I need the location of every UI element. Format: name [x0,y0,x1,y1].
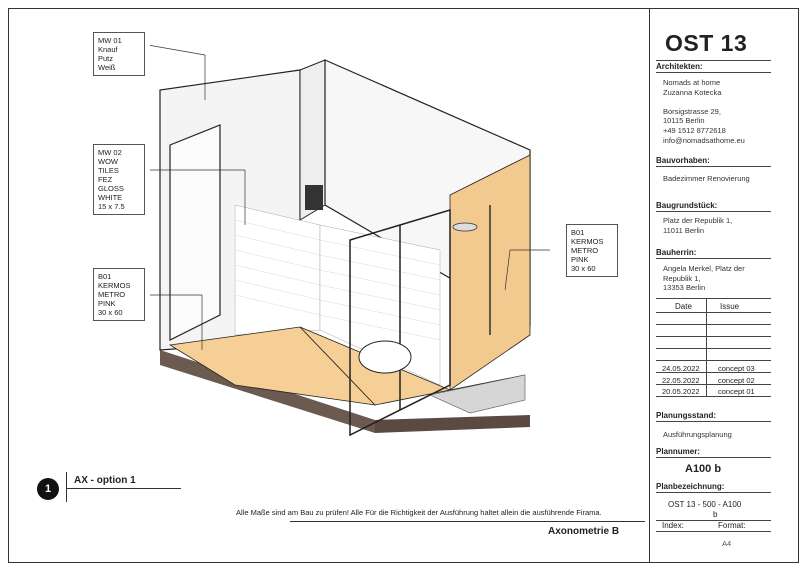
view-title-underline [66,488,181,489]
label-text: 30 x 60 [98,308,123,317]
label-text: KERMOS [98,281,131,290]
label-text: 30 x 60 [571,264,596,273]
grundstueck-block [663,216,732,235]
rev-date: 20.05.2022 [662,387,700,396]
window [305,185,323,210]
titleblock-divider [649,8,650,563]
label-b01-right [566,224,618,277]
label-mw01 [93,32,145,76]
door [170,125,220,340]
label-text: MW 02 [98,148,122,157]
architect-line: +49 1512 8772618 [663,125,726,135]
label-text: B01 [571,228,585,237]
label-text: PINK [571,255,589,264]
label-text: Knauf [98,45,118,54]
format-rule [656,531,771,532]
view-title-tick [66,472,67,502]
shower-tray [430,375,525,413]
label-text: MW 01 [98,36,122,45]
planbez-value: OST 13 - 500 - A100 [668,500,742,509]
vorhaben-heading: Bauvorhaben: [656,156,771,167]
index-label: Index: [662,521,684,530]
architect-block [663,78,745,145]
rev-date: 22.05.2022 [662,376,700,385]
label-text: FEZ GLOSS [98,175,124,193]
label-text: WHITE [98,193,123,202]
label-text: WOW TILES [98,157,119,175]
titleblock-rule [656,60,771,61]
rev-line [656,336,771,337]
architect-gap [663,97,745,107]
footer-rule [290,521,645,522]
rev-line [656,312,771,313]
disclaimer-note: Alle Maße sind am Bau zu prüfen! Alle Für die Richtigkeit der Ausführung haltet allein die ausführende Firama. [236,508,602,517]
label-text: METRO [571,246,599,255]
architect-line: Zuzanna Kotecka [663,87,722,97]
label-mw02 [93,144,145,215]
rev-table-top [656,298,771,299]
axonometric-drawing [150,45,550,475]
rev-line [656,396,771,397]
architect-line: 10115 Berlin [663,116,705,126]
format-label: Format: [718,521,746,530]
label-b01-left [93,268,145,321]
shower-head [453,223,477,231]
label-text: 15 x 7.5 [98,202,125,211]
bauherrin-line: Republik 1, [663,273,701,283]
rev-line [656,348,771,349]
project-title: OST 13 [665,30,748,56]
drawing-name: Axonometrie B [548,526,620,537]
planbez-heading: Planbezeichnung: [656,482,771,493]
label-text: Weiß [98,63,116,72]
architect-heading: Architekten: [656,62,771,73]
label-text: Putz [98,54,114,63]
view-number-badge: 1 [37,478,59,500]
vorhaben-value: Badezimmer Renovierung [663,174,750,183]
format-value: A4 [722,539,732,548]
label-text: B01 [98,272,112,281]
grundstueck-line: Platz der Republik 1, [663,216,733,225]
rev-line [656,360,771,361]
bauherrin-line: 13353 Berlin [663,283,706,293]
grundstueck-heading: Baugrundstück: [656,201,771,212]
bauherrin-line: Angela Merkel, Platz der [663,264,745,273]
plannummer-value: A100 b [685,463,722,475]
rev-issue: concept 01 [718,387,755,396]
white-tiles-left [235,205,320,335]
rev-issue: concept 02 [718,376,755,385]
rev-col-issue: Issue [720,302,740,311]
label-text: METRO [98,290,126,299]
grundstueck-line: 11011 Berlin [663,225,705,235]
architect-line: info@nomadsathome.eu [663,135,745,145]
planbez-suffix: b [713,510,718,519]
planungsstand-heading: Planungsstand: [656,411,771,422]
plannummer-heading: Plannumer: [656,447,771,458]
architect-line: Borsigstrasse 29, [663,106,721,116]
rev-line [656,324,771,325]
rev-issue: concept 03 [718,364,755,373]
label-text: PINK [98,299,116,308]
toilet [359,341,411,373]
rev-date: 24.05.2022 [662,364,700,373]
planungsstand-value: Ausführungsplanung [663,430,732,439]
floor-slab-right [375,415,530,433]
bauherrin-heading: Bauherrin: [656,248,771,259]
view-title: AX - option 1 [74,475,136,486]
bauherrin-block [663,264,745,293]
label-text: KERMOS [571,237,604,246]
architect-line: Nomads at home [663,78,721,87]
rev-col-date: Date [675,302,692,311]
